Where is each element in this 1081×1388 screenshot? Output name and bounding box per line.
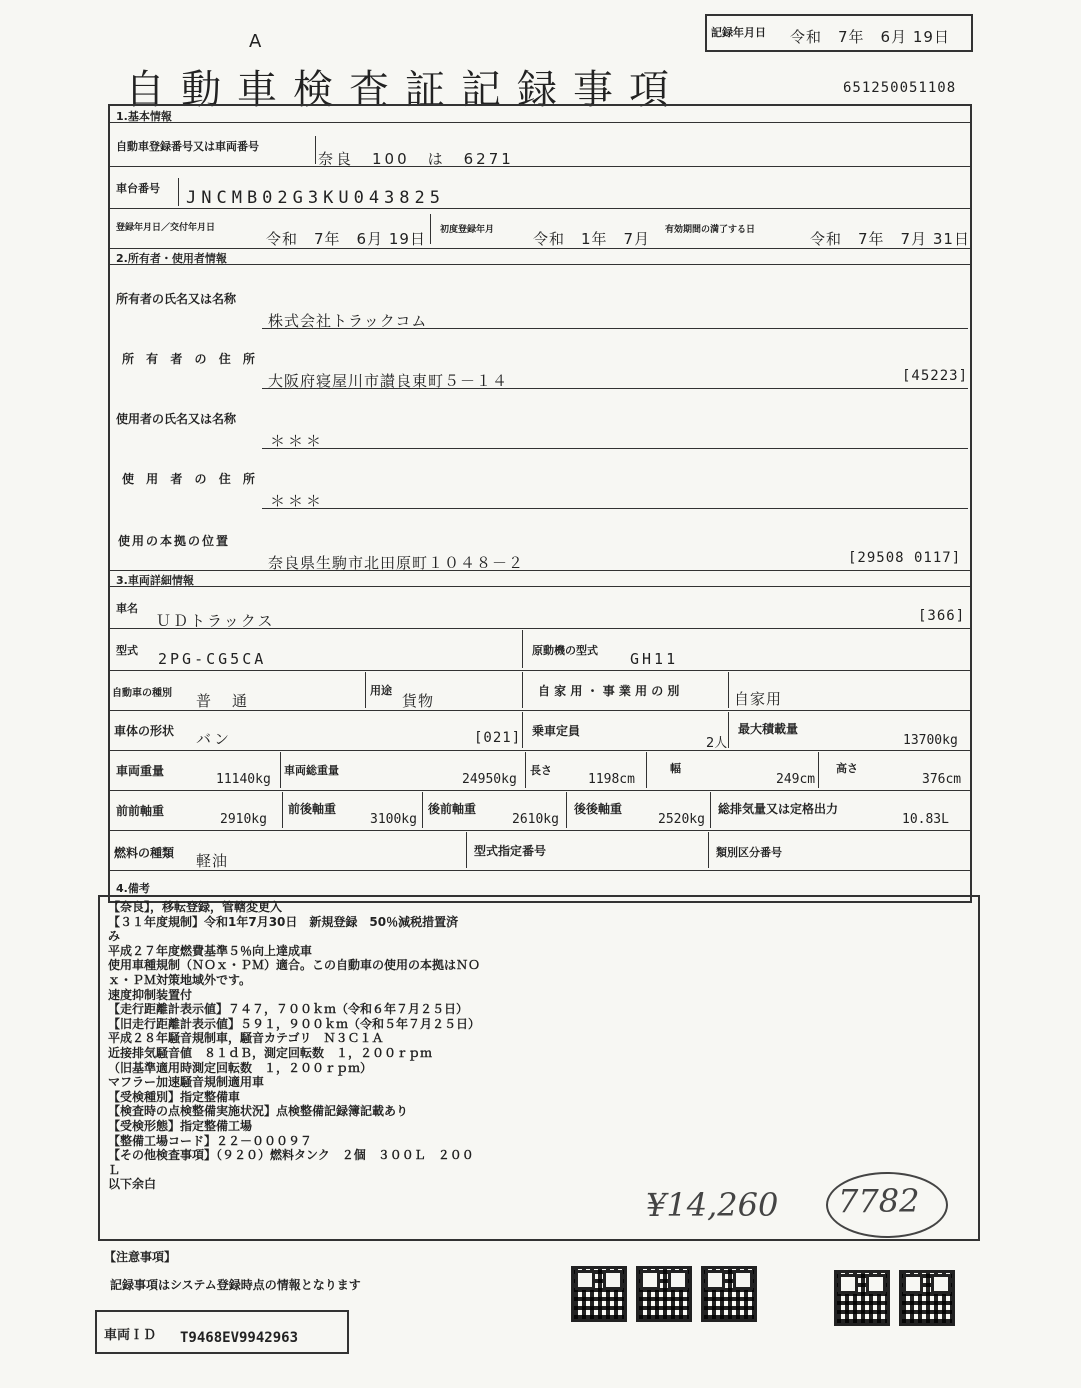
divider bbox=[818, 752, 819, 788]
remark-line: マフラー加速騒音規制適用車 bbox=[108, 1075, 265, 1090]
remark-line: 【受検種別】指定整備車 bbox=[108, 1089, 241, 1104]
engine-label: 原動機の型式 bbox=[532, 644, 598, 657]
divider bbox=[522, 672, 523, 708]
divider bbox=[110, 208, 970, 209]
remark-line: 速度抑制装置付 bbox=[108, 987, 193, 1002]
use-value: 貨物 bbox=[402, 692, 435, 710]
divider bbox=[365, 672, 366, 708]
divider bbox=[110, 670, 970, 671]
vehicle-name-value: ＵＤトラックス bbox=[156, 612, 275, 630]
business-use-label: 自 家 用 ・ 事 業 用 の 別 bbox=[538, 684, 680, 698]
remark-line: 【整備工場コード】２２－０００９７ bbox=[108, 1133, 313, 1148]
divider bbox=[110, 750, 970, 751]
vehicle-weight-label: 車両重量 bbox=[116, 764, 165, 778]
fr-axle-value: 3100kg bbox=[370, 812, 417, 827]
divider bbox=[466, 832, 467, 868]
owner-address-code: [45223] bbox=[902, 368, 969, 384]
vehicle-name-code: [366] bbox=[918, 608, 966, 624]
width-value: 249cm bbox=[776, 772, 816, 787]
fuel-label: 燃料の種類 bbox=[114, 846, 175, 860]
user-address-value: ＊＊＊ bbox=[270, 492, 325, 510]
max-load-label: 最大積載量 bbox=[738, 722, 799, 736]
base-location-value: 奈良県生駒市北田原町１０４８－２ bbox=[268, 554, 525, 572]
length-value: 1198cm bbox=[588, 772, 635, 787]
class-number-label: 類別区分番号 bbox=[716, 846, 782, 859]
vehicle-kind-value: 普 通 bbox=[196, 692, 251, 710]
divider bbox=[110, 830, 970, 831]
remark-line: 【走行距離計表示値】７４７，７００ｋｍ（令和６年７月２５日） bbox=[108, 1002, 469, 1017]
divider bbox=[522, 712, 523, 748]
divider bbox=[262, 328, 968, 329]
owner-address-label: 所 有 者 の 住 所 bbox=[122, 352, 259, 366]
owner-name-label: 所有者の氏名又は名称 bbox=[116, 292, 237, 306]
divider bbox=[646, 752, 647, 788]
divider bbox=[728, 712, 729, 748]
owner-address-value: 大阪府寝屋川市讃良東町５－１４ bbox=[268, 372, 509, 390]
divider bbox=[282, 792, 283, 828]
max-load-value: 13700kg bbox=[903, 733, 958, 748]
divider bbox=[708, 832, 709, 868]
gross-weight-label: 車両総重量 bbox=[284, 764, 339, 777]
divider bbox=[262, 448, 968, 449]
remark-line: 平成２７年度燃費基準５％向上達成車 bbox=[108, 943, 313, 958]
remark-line: 平成２８年騒音規制車，騒音カテゴリ Ｎ３Ｃ１Ａ bbox=[108, 1031, 384, 1046]
divider bbox=[110, 166, 970, 167]
owner-name-value: 株式会社トラックコム bbox=[268, 312, 428, 330]
divider bbox=[522, 630, 523, 668]
fuel-value: 軽油 bbox=[196, 852, 229, 870]
length-label: 長さ bbox=[530, 764, 552, 777]
record-date-label: 記録年月日 bbox=[711, 26, 766, 39]
divider bbox=[110, 790, 970, 791]
record-date-value: 令和 7年 6月 19日 bbox=[790, 28, 950, 46]
first-reg-label: 初度登録年月 bbox=[440, 225, 495, 235]
reg-date-value: 令和 7年 6月 19日 bbox=[266, 230, 426, 248]
width-label: 幅 bbox=[670, 762, 681, 775]
divider bbox=[178, 178, 179, 206]
base-location-code: [29508 0117] bbox=[848, 550, 962, 566]
rf-axle-label: 後前軸重 bbox=[428, 802, 477, 816]
gross-weight-value: 24950kg bbox=[462, 772, 517, 787]
remark-line: ｘ・ＰＭ対策地域外です。 bbox=[108, 972, 252, 987]
qr-code-icon bbox=[636, 1266, 692, 1322]
base-location-label: 使用の本拠の位置 bbox=[118, 534, 231, 548]
engine-value: GH11 bbox=[630, 650, 679, 668]
divider bbox=[728, 672, 729, 708]
qr-code-icon bbox=[899, 1270, 955, 1326]
remark-line: 【旧走行距離計表示値】５９１，９００ｋｍ（令和５年７月２５日） bbox=[108, 1016, 481, 1031]
divider bbox=[566, 792, 567, 828]
first-reg-value: 令和 1年 7月 bbox=[533, 230, 651, 248]
expiry-value: 令和 7年 7月 31日 bbox=[810, 230, 970, 248]
divider bbox=[262, 508, 968, 509]
ff-axle-label: 前前軸重 bbox=[116, 804, 165, 818]
divider bbox=[710, 792, 711, 828]
remarks-lines bbox=[108, 900, 480, 1192]
divider bbox=[110, 710, 970, 711]
notice-title: 【注意事項】 bbox=[104, 1250, 177, 1264]
divider bbox=[110, 586, 970, 587]
rr-axle-value: 2520kg bbox=[658, 812, 705, 827]
handwritten-number: 7782 bbox=[838, 1182, 920, 1220]
remark-line: 【その他検査事項】（９２０）燃料タンク ２個 ３００Ｌ ２００ bbox=[108, 1148, 474, 1163]
remark-line: Ｌ bbox=[108, 1162, 121, 1177]
divider bbox=[110, 870, 970, 871]
body-shape-code: [021] bbox=[474, 730, 522, 746]
rr-axle-label: 後後軸重 bbox=[574, 802, 623, 816]
type-number-label: 型式指定番号 bbox=[474, 844, 547, 858]
divider bbox=[110, 264, 970, 265]
remark-line: 【３１年度規制】令和1年7月30日 新規登録 50％減税措置済 bbox=[108, 914, 459, 929]
handwritten-price: ¥14,260 bbox=[646, 1186, 779, 1224]
remark-line: 【受検形態】指定整備工場 bbox=[108, 1118, 253, 1133]
marker-letter: A bbox=[249, 31, 262, 52]
vehicle-id-value: T9468EV9942963 bbox=[180, 1330, 299, 1346]
divider bbox=[110, 248, 970, 249]
remark-line: 【奈良】，移転登録，管轄変更入 bbox=[108, 900, 283, 914]
section-owner-title: 2.所有者・使用者情報 bbox=[116, 252, 227, 265]
document-number: 651250051108 bbox=[843, 80, 957, 96]
vehicle-name-label: 車名 bbox=[116, 602, 138, 615]
section-basic-title: 1.基本情報 bbox=[116, 110, 172, 123]
displacement-value: 10.83L bbox=[902, 812, 949, 827]
user-name-label: 使用者の氏名又は名称 bbox=[116, 412, 237, 426]
fr-axle-label: 前後軸重 bbox=[288, 802, 337, 816]
notice-text: 記録事項はシステム登録時点の情報となります bbox=[110, 1278, 361, 1292]
qr-code-icon bbox=[571, 1266, 627, 1322]
reg-number-value: 奈良 100 は 6271 bbox=[318, 150, 514, 168]
vehicle-kind-label: 自動車の種別 bbox=[112, 688, 172, 699]
displacement-label: 総排気量又は定格出力 bbox=[718, 802, 839, 816]
use-label: 用途 bbox=[370, 684, 392, 697]
reg-date-label: 登録年月日／交付年月日 bbox=[116, 223, 216, 233]
remark-line: 【検査時の点検整備実施状況】点検整備記録簿記載あり bbox=[108, 1104, 409, 1119]
section-remarks-title: 4.備考 bbox=[116, 882, 150, 895]
remark-line: 近接排気騒音値 ８１ｄＢ，測定回転数 １，２００ｒｐｍ bbox=[108, 1045, 433, 1060]
vehicle-id-label: 車両ＩＤ bbox=[104, 1328, 157, 1343]
expiry-label: 有効期間の満了する日 bbox=[665, 225, 756, 235]
chassis-label: 車台番号 bbox=[116, 182, 160, 195]
qr-code-icon bbox=[701, 1266, 757, 1322]
business-use-value: 自家用 bbox=[734, 690, 783, 708]
qr-code-icon bbox=[834, 1270, 890, 1326]
remark-line: み bbox=[108, 929, 121, 944]
model-value: 2PG-CG5CA bbox=[158, 650, 267, 668]
vehicle-weight-value: 11140kg bbox=[216, 772, 271, 787]
divider bbox=[430, 214, 431, 244]
document-title: 自動車検査証記録事項 bbox=[125, 67, 685, 113]
model-label: 型式 bbox=[116, 644, 138, 657]
capacity-value: 2人 bbox=[706, 736, 728, 751]
user-address-label: 使 用 者 の 住 所 bbox=[122, 472, 259, 486]
divider bbox=[422, 792, 423, 828]
height-label: 高さ bbox=[836, 762, 858, 775]
divider bbox=[110, 122, 970, 123]
rf-axle-value: 2610kg bbox=[512, 812, 559, 827]
body-shape-value: バン bbox=[196, 730, 233, 748]
remark-line: 以下余白 bbox=[108, 1177, 157, 1192]
divider bbox=[315, 136, 316, 164]
divider bbox=[525, 752, 526, 788]
divider bbox=[280, 752, 281, 788]
ff-axle-value: 2910kg bbox=[220, 812, 267, 827]
divider bbox=[110, 628, 970, 629]
remark-line: 使用車種規制（ＮＯｘ・ＰＭ）適合。この自動車の使用の本拠はＮＯ bbox=[108, 958, 481, 973]
divider bbox=[110, 570, 970, 571]
capacity-label: 乗車定員 bbox=[532, 724, 581, 738]
height-value: 376cm bbox=[922, 772, 962, 787]
chassis-value: JNCMB02G3KU043825 bbox=[186, 188, 445, 208]
user-name-value: ＊＊＊ bbox=[270, 432, 325, 450]
section-vehicle-title: 3.車両詳細情報 bbox=[116, 574, 194, 587]
body-shape-label: 車体の形状 bbox=[114, 724, 175, 738]
divider bbox=[262, 388, 968, 389]
reg-number-label: 自動車登録番号又は車両番号 bbox=[116, 140, 259, 153]
remark-line: （旧基準適用時測定回転数 １，２００ｒｐｍ） bbox=[108, 1060, 373, 1075]
